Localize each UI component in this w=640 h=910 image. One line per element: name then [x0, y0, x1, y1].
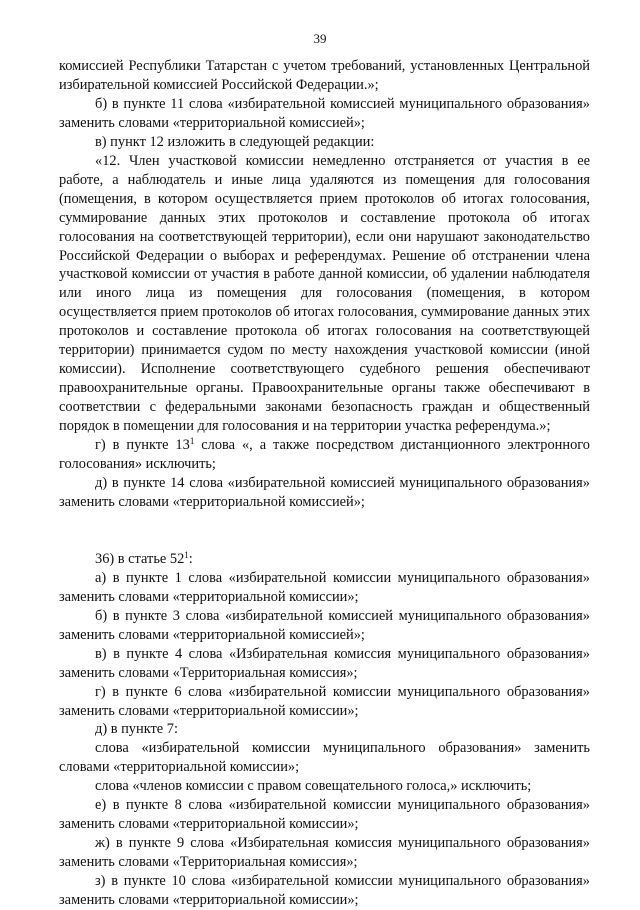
- paragraph: комиссией Республики Татарстан с учетом требований, установленных Центральной избирательной комиссией Российской Федерации.»;: [59, 58, 590, 93]
- paragraph-g: [59, 436, 590, 474]
- paragraph: ж) в пункте 9 слова «Избирательная комиссия муниципального образования» заменить словами «Территориальная комиссия»;: [59, 835, 590, 871]
- section-heading-end: :: [188, 550, 193, 567]
- paragraph-d: д) в пункте 14 слова «избирательной комиссией муниципального образования» заменить словами «территориальной комиссией»;: [59, 474, 590, 510]
- paragraph-g-end: слова «, а также посредством дистанционного электронного голосования» исключить;: [59, 437, 590, 473]
- paragraph: слова «членов комиссии с правом совещательного голоса,» исключить;: [95, 778, 532, 795]
- superscript: 1: [184, 549, 189, 560]
- paragraph: д) в пункте 7:: [95, 721, 178, 738]
- paragraph: е) в пункте 8 слова «избирательной комиссии муниципального образования» заменить словами «территориальной комиссии»;: [59, 797, 590, 833]
- amendment-list-top: [59, 57, 590, 436]
- paragraph: «12. Член участковой комиссии немедленно отстраняется от участия в ее работе, а наблюдатель и иные лица удаляются из помещения для голосования (помещения, в котором осуществляется прием протоколов об итогах голосования, суммирование данных этих протоколов и составление протокола об итогах голосования на соответствующей территории), если они нарушают законодательство Российской Федерации о выборах и референдумах. Решение об отстранении члена участковой комиссии от участия в работе данной комиссии, об удалении наблюдателя или иного лица из помещения для голосования (помещения, в котором осуществляется прием протоколов об итогах голосования, суммирование данных этих протоколов и составление протокола об итогах голосования на соответствующей территории) принимается судом по месту нахождения участковой комиссии (иной комиссии). Исполнение соответствующего судебного решения обеспечивают правоохранительные органы. Правоохранительные органы также обеспечивают в соответствии с федеральными законами безопасность граждан и общественный порядок в помещении для голосования и на территории участка референдума.»;: [59, 152, 590, 435]
- blank-line: [59, 512, 590, 550]
- page-number: 39: [313, 31, 327, 46]
- paragraph: слова «избирательной комиссии муниципального образования» заменить словами «территориальной комиссии»;: [59, 740, 590, 776]
- paragraph: г) в пункте 6 слова «избирательной комиссии муниципального образования» заменить словами «территориальной комиссии»;: [59, 683, 590, 719]
- amendment-list-bottom: [59, 569, 590, 910]
- paragraph-g-start: г) в пункте 13: [95, 437, 190, 454]
- paragraph: з) в пункте 10 слова «избирательной комиссии муниципального образования» заменить словами «территориальной комиссии»;: [59, 873, 590, 909]
- paragraph: б) в пункте 11 слова «избирательной комиссией муниципального образования» заменить словами «территориальной комиссией»;: [59, 95, 590, 131]
- paragraph: в) пункт 12 изложить в следующей редакции:: [95, 133, 375, 150]
- paragraph: а) в пункте 1 слова «избирательной комиссии муниципального образования» заменить словами «территориальной комиссии»;: [59, 569, 590, 605]
- section-heading-36: [59, 550, 590, 569]
- section-heading-start: 36) в статье 52: [95, 550, 185, 567]
- paragraph: б) в пункте 3 слова «избирательной комиссией муниципального образования» заменить словами «территориальной комиссией»;: [59, 607, 590, 643]
- document-body: [59, 57, 590, 910]
- superscript: 1: [189, 436, 195, 447]
- paragraph: в) в пункте 4 слова «Избирательная комиссия муниципального образования» заменить словами «Территориальная комиссия»;: [59, 645, 590, 681]
